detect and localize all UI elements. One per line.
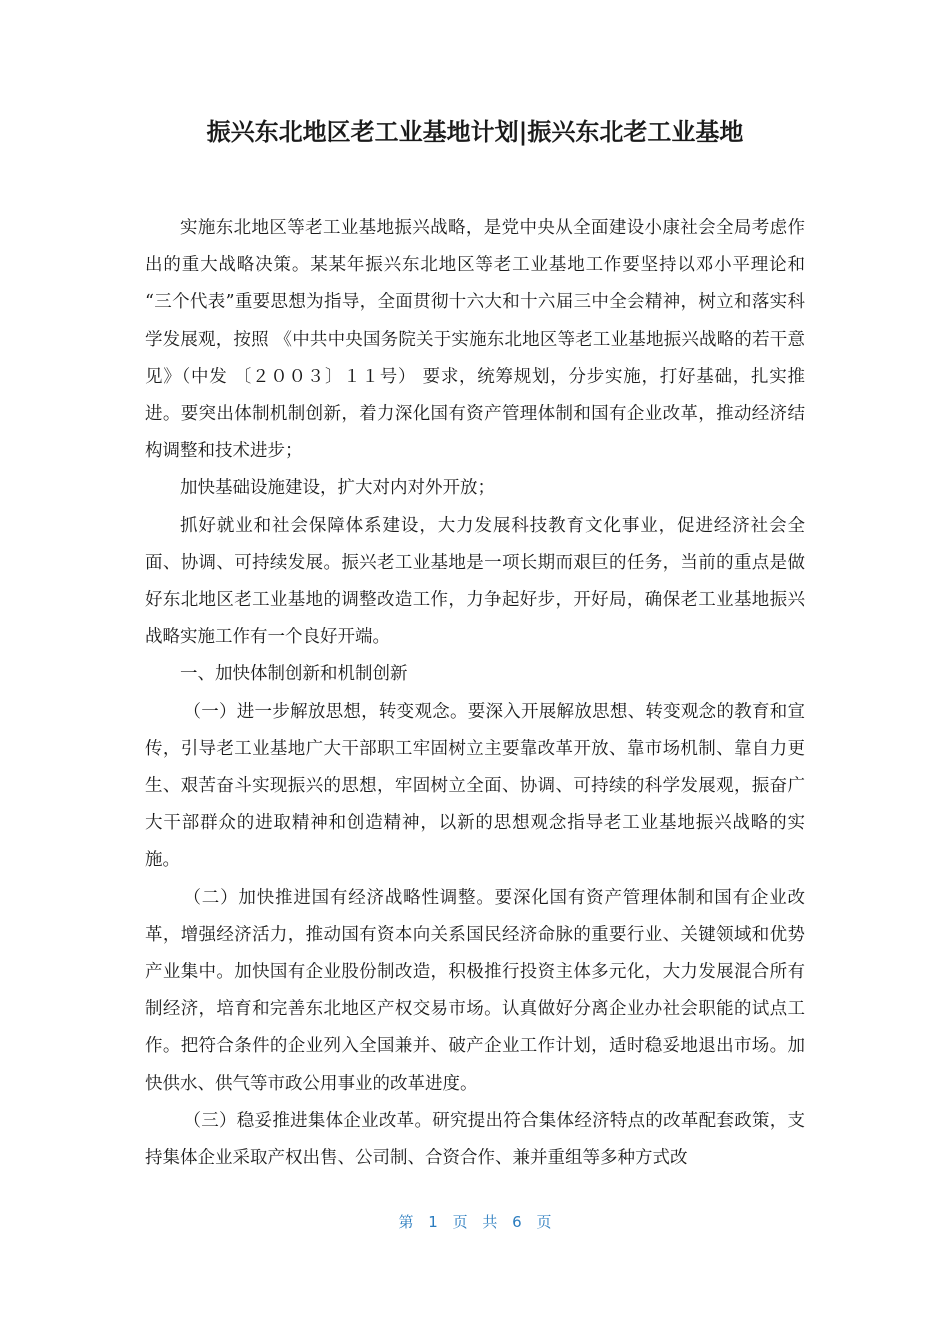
paragraph-intro: 实施东北地区等老工业基地振兴战略，是党中央从全面建设小康社会全局考虑作出的重大战略决策。某某年振兴东北地区等老工业基地工作要坚持以邓小平理论和 “三个代表”重要思想为指导，全面贯彻十六大和十六届三中全会精神，树立和落实科学发展观，按照 《中共中央国务院关于实施东北地区等老工业基地振兴战略的若干意见》（中发 〔２００３〕１１号） 要求，统筹规划，分步实施，打好基础，扎实推进。要突出体制机制创新，着力深化国有资产管理体制和国有企业改革，推动经济结构调整和技术进步； [145,218,805,462]
paragraph-item-1: （一）进一步解放思想，转变观念。要深入开展解放思想、转变观念的教育和宣传，引导老工业基地广大干部职工牢固树立主要靠改革开放、靠市场机制、靠自力更生、艰苦奋斗实现振兴的思想，牢固树立全面、协调、可持续的科学发展观，振奋广大干部群众的进取精神和创造精神，以新的思想观念指导老工业基地振兴战略的实施。 [145,701,805,871]
paragraph-item-3: （三）稳妥推进集体企业改革。研究提出符合集体经济特点的改革配套政策，支持集体企业采取产权出售、公司制、合资合作、兼并重组等多种方式改 [145,1110,805,1169]
document-body [145,210,805,1177]
paragraph-infrastructure: 加快基础设施建设，扩大对内对外开放； [180,478,495,499]
paragraph-employment: 抓好就业和社会保障体系建设，大力发展科技教育文化事业，促进经济社会全面、协调、可持续发展。振兴老工业基地是一项长期而艰巨的任务，当前的重点是做好东北地区老工业基地的调整改造工作，力争起好步，开好局，确保老工业基地振兴战略实施工作有一个良好开端。 [145,515,805,648]
paragraph-item-2: （二）加快推进国有经济战略性调整。要深化国有资产管理体制和国有企业改革，增强经济活力，推动国有资本向关系国民经济命脉的重要行业、关键领域和优势产业集中。加快国有企业股份制改造，积极推行投资主体多元化，大力发展混合所有制经济，培育和完善东北地区产权交易市场。认真做好分离企业办社会职能的试点工作。把符合条件的企业列入全国兼并、破产企业工作计划，适时稳妥地退出市场。加快供水、供气等市政公用事业的改革进度。 [145,887,805,1094]
page-number-footer: 第 1 页 共 6 页 [398,1213,552,1231]
section-heading-1: 一、加快体制创新和机制创新 [180,664,408,685]
document-title: 振兴东北地区老工业基地计划|振兴东北老工业基地 [206,118,744,146]
